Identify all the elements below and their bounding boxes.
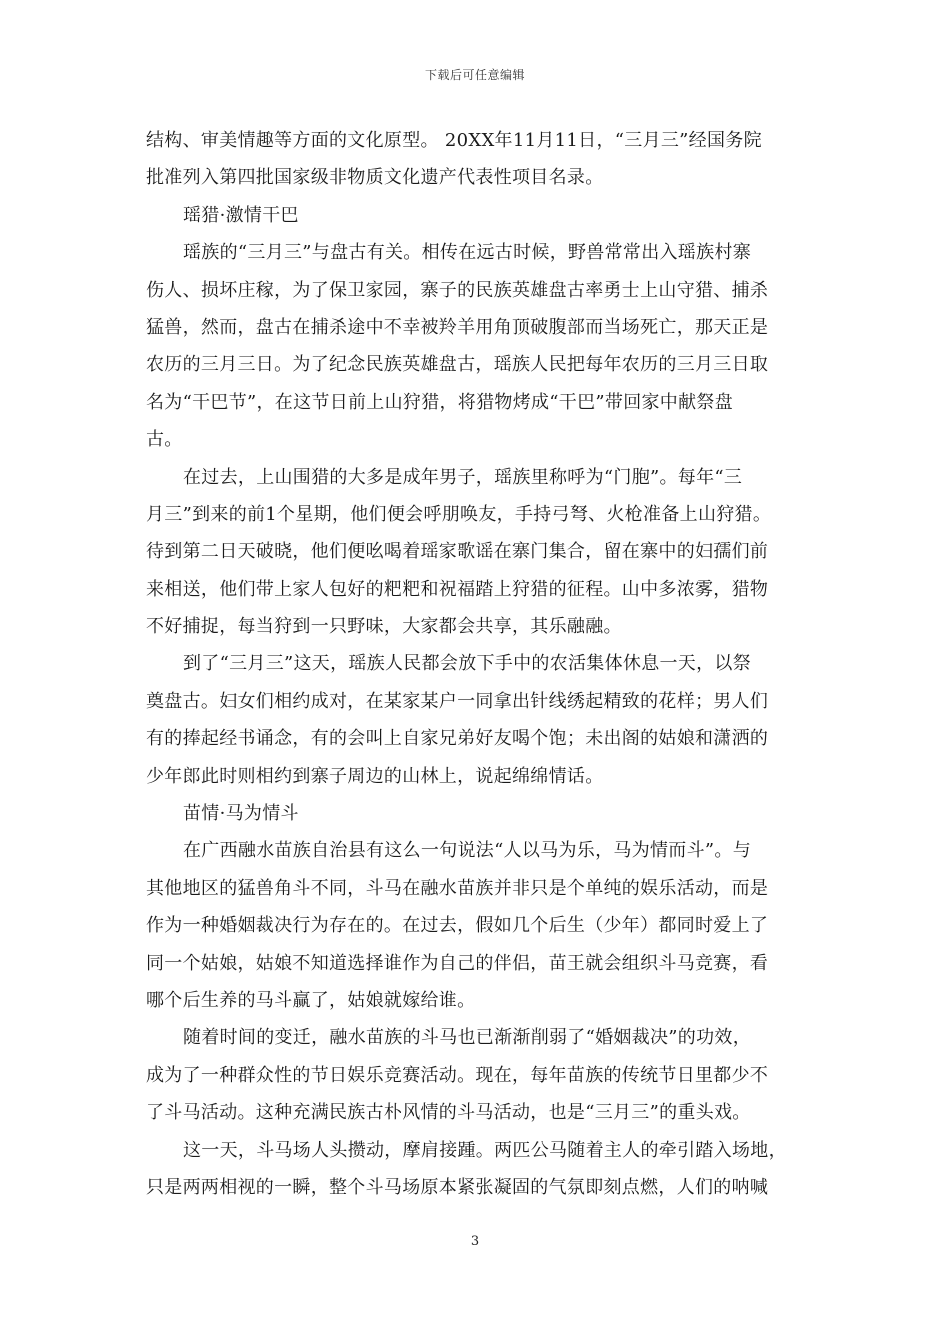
text-line: 名为“干巴节”，在这节日前上山狩猎，将猎物烤成“干巴”带回家中献祭盘 [146,391,734,413]
text-line: 哪个后生养的马斗赢了，姑娘就嫁给谁。 [146,989,476,1011]
text-line: 这一天，斗马场人头攒动，摩肩接踵。两匹公马随着主人的牵引踏入场地， [183,1139,787,1161]
text-line: 来相送，他们带上家人包好的粑粑和祝福踏上狩猎的征程。山中多浓雾，猎物 [146,578,769,600]
text-line: 瑶猎·激情干巴 [183,204,299,226]
text-line: 少年郎此时则相约到寨子周边的山林上，说起绵绵情话。 [146,765,604,787]
text-line: 奠盘古。妇女们相约成对，在某家某户一同拿出针线绣起精致的花样；男人们 [146,690,769,712]
page-header: 下载后可任意编辑 [424,68,525,82]
text-line: 只是两两相视的一瞬，整个斗马场原本紧张凝固的气氛即刻点燃，人们的呐喊 [146,1176,769,1198]
text-line: 在广西融水苗族自治县有这么一句说法“人以马为乐，马为情而斗”。与 [183,840,752,862]
text-line: 在过去，上山围猎的大多是成年男子，瑶族里称呼为“门胞”。每年“三 [183,466,743,488]
text-line: 古。 [146,429,183,451]
text-line: 了斗马活动。这种充满民族古朴风情的斗马活动，也是“三月三”的重头戏。 [146,1102,751,1124]
text-line: 不好捕捉，每当狩到一只野味，大家都会共享，其乐融融。 [146,616,622,638]
text-line: 待到第二日天破晓，他们便吆喝着瑶家歌谣在寨门集合，留在寨中的妇孺们前 [146,541,769,563]
text-line: 有的捧起经书诵念，有的会叫上自家兄弟好友喝个饱；未出阁的姑娘和潇洒的 [146,728,769,750]
text-line: 其他地区的猛兽角斗不同，斗马在融水苗族并非只是个单纯的娱乐活动，而是 [146,877,769,899]
text-line: 成为了一种群众性的节日娱乐竞赛活动。现在，每年苗族的传统节日里都少不 [146,1064,769,1086]
text-line: 伤人、损坏庄稼，为了保卫家园，寨子的民族英雄盘古率勇士上山守猎、捕杀 [146,279,769,301]
text-line: 同一个姑娘，姑娘不知道选择谁作为自己的伴侣，苗王就会组织斗马竞赛，看 [146,952,769,974]
text-line: 作为一种婚姻裁决行为存在的。在过去，假如几个后生（少年）都同时爱上了 [146,915,769,937]
text-line: 月三”到来的前1个星期，他们便会呼朋唤友，手持弓弩、火枪准备上山狩猎。 [146,503,772,525]
text-line: 随着时间的变迁，融水苗族的斗马也已渐渐削弱了“婚姻裁决”的功效， [183,1027,752,1049]
text-line: 猛兽，然而，盘古在捕杀途中不幸被羚羊用角顶破腹部而当场死亡，那天正是 [146,316,769,338]
text-line: 苗情·马为情斗 [183,803,299,825]
document-body [146,122,806,1206]
page-number: 3 [470,1234,480,1249]
text-line: 瑶族的“三月三”与盘古有关。相传在远古时候，野兽常常出入瑶族村寨 [183,242,752,264]
text-line: 到了“三月三”这天，瑶族人民都会放下手中的农活集体休息一天，以祭 [183,653,752,675]
text-line: 结构、审美情趣等方面的文化原型。 20XX年11月11日，“三月三”经国务院 [146,130,762,151]
text-line: 批准列入第四批国家级非物质文化遗产代表性项目名录。 [146,167,604,189]
text-line: 农历的三月三日。为了纪念民族英雄盘古，瑶族人民把每年农历的三月三日取 [146,354,769,376]
